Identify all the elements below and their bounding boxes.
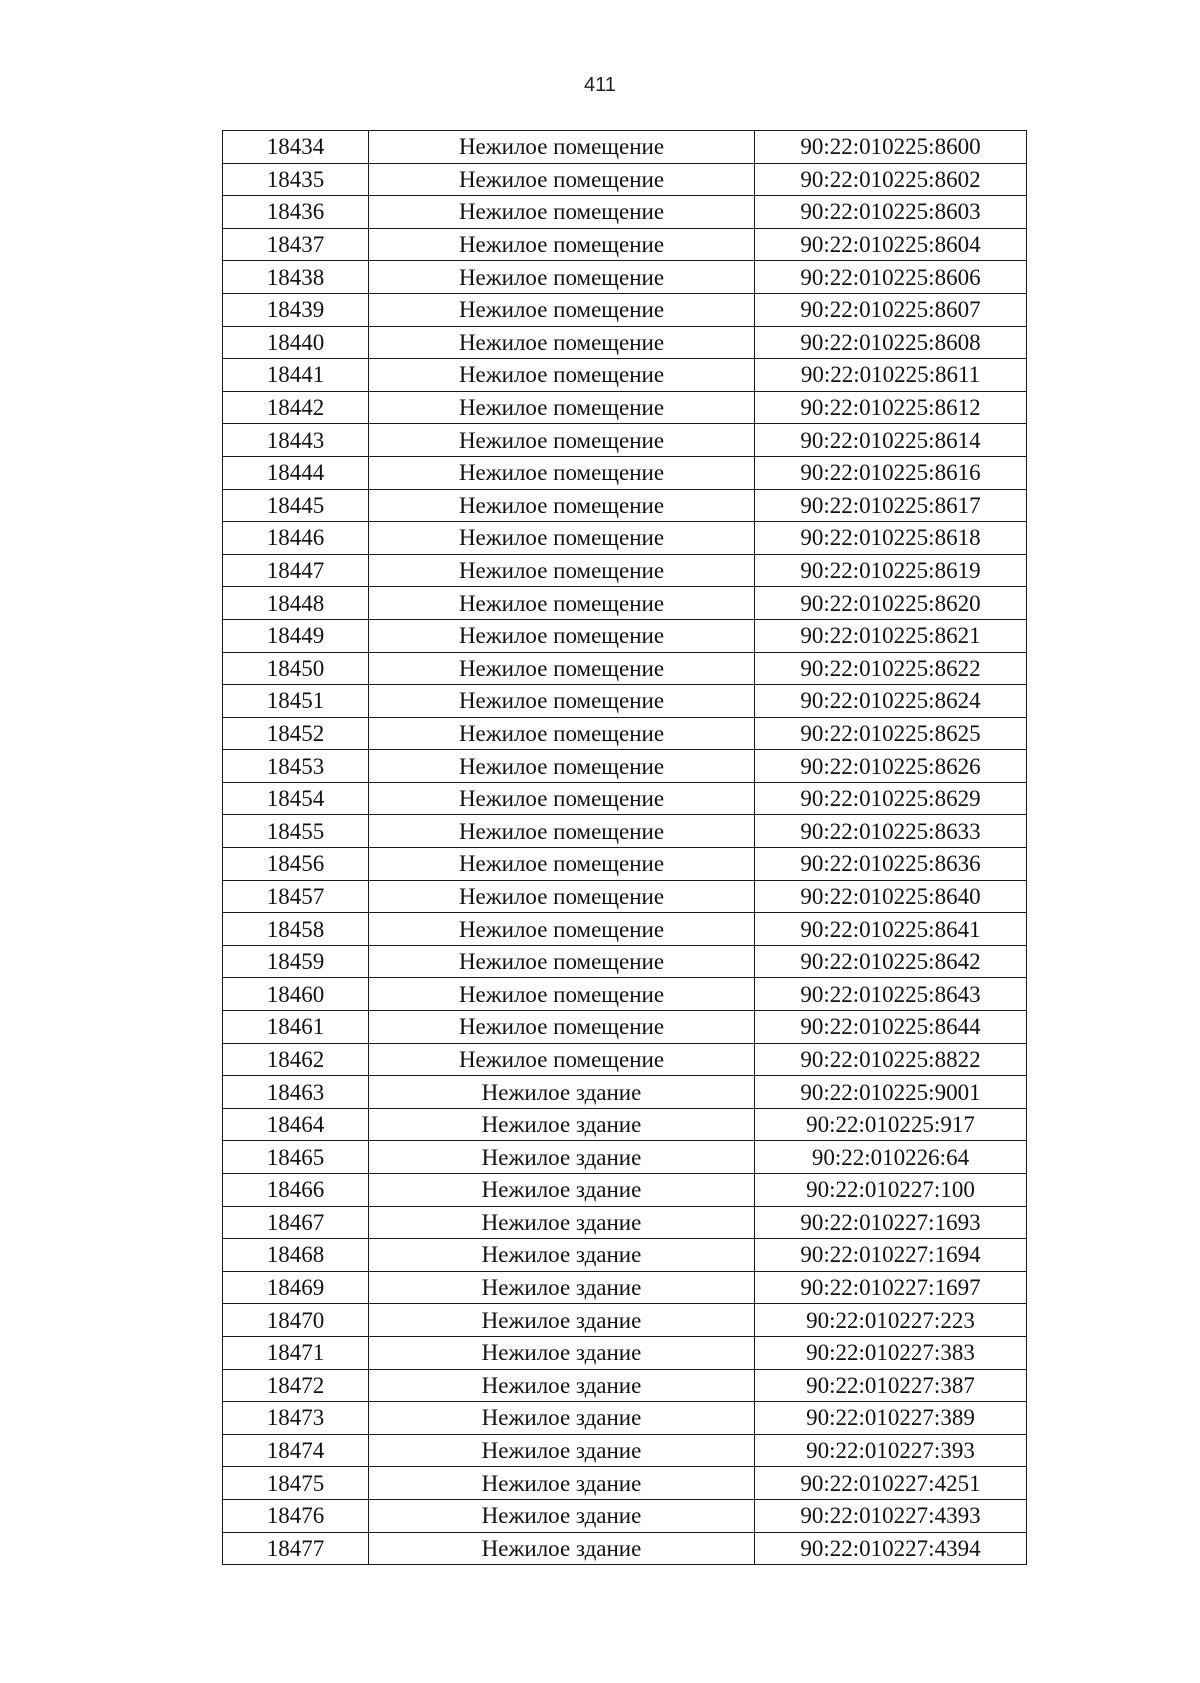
object-type-cell: Нежилое помещение [369,489,755,522]
table-row [223,261,1027,294]
object-type-cell: Нежилое помещение [369,1011,755,1044]
cadastral-number-cell: 90:22:010225:8641 [755,913,1027,946]
object-type-cell: Нежилое помещение [369,652,755,685]
cadastral-number-cell: 90:22:010225:8608 [755,326,1027,359]
object-type-cell: Нежилое здание [369,1304,755,1337]
object-type-cell: Нежилое помещение [369,815,755,848]
cadastral-number-cell: 90:22:010227:223 [755,1304,1027,1337]
cadastral-number-cell: 90:22:010227:4394 [755,1532,1027,1565]
row-number-cell: 18461 [223,1011,369,1044]
row-number-cell: 18459 [223,945,369,978]
cadastral-number-cell: 90:22:010225:8626 [755,750,1027,783]
object-type-cell: Нежилое помещение [369,554,755,587]
object-type-cell: Нежилое помещение [369,978,755,1011]
table-row [223,456,1027,489]
table-row [223,750,1027,783]
table-row [223,391,1027,424]
cadastral-number-cell: 90:22:010225:8636 [755,848,1027,881]
table-row [223,1043,1027,1076]
row-number-cell: 18452 [223,717,369,750]
cadastral-number-cell: 90:22:010225:8602 [755,163,1027,196]
cadastral-number-cell: 90:22:010225:8822 [755,1043,1027,1076]
cadastral-number-cell: 90:22:010227:383 [755,1336,1027,1369]
table-row [223,815,1027,848]
row-number-cell: 18445 [223,489,369,522]
cadastral-number-cell: 90:22:010227:1697 [755,1271,1027,1304]
cadastral-number-cell: 90:22:010225:8617 [755,489,1027,522]
cadastral-number-cell: 90:22:010225:8643 [755,978,1027,1011]
page-number: 411 [584,74,616,96]
table-row [223,359,1027,392]
table-row [223,717,1027,750]
table-row [223,1499,1027,1532]
object-type-cell: Нежилое помещение [369,913,755,946]
row-number-cell: 18437 [223,228,369,261]
cadastral-number-cell: 90:22:010225:8618 [755,522,1027,555]
object-type-cell: Нежилое помещение [369,196,755,229]
table-row [223,1011,1027,1044]
table-row [223,1532,1027,1565]
table-row [223,1141,1027,1174]
cadastral-number-cell: 90:22:010225:8629 [755,782,1027,815]
object-type-cell: Нежилое помещение [369,131,755,164]
object-type-cell: Нежилое помещение [369,456,755,489]
table-row [223,228,1027,261]
cadastral-number-cell: 90:22:010225:917 [755,1108,1027,1141]
table-row [223,131,1027,164]
row-number-cell: 18449 [223,619,369,652]
row-number-cell: 18466 [223,1174,369,1207]
cadastral-number-cell: 90:22:010227:389 [755,1402,1027,1435]
row-number-cell: 18469 [223,1271,369,1304]
object-type-cell: Нежилое помещение [369,945,755,978]
table-row [223,685,1027,718]
object-type-cell: Нежилое помещение [369,359,755,392]
object-type-cell: Нежилое помещение [369,880,755,913]
object-type-cell: Нежилое здание [369,1108,755,1141]
object-type-cell: Нежилое здание [369,1499,755,1532]
table-row [223,293,1027,326]
table-body [223,131,1027,1565]
cadastral-number-cell: 90:22:010225:8606 [755,261,1027,294]
cadastral-number-cell: 90:22:010225:8603 [755,196,1027,229]
table-row [223,1336,1027,1369]
row-number-cell: 18460 [223,978,369,1011]
table-row [223,945,1027,978]
row-number-cell: 18443 [223,424,369,457]
cadastral-number-cell: 90:22:010225:8621 [755,619,1027,652]
cadastral-number-cell: 90:22:010225:8616 [755,456,1027,489]
object-type-cell: Нежилое помещение [369,293,755,326]
cadastral-number-cell: 90:22:010225:8607 [755,293,1027,326]
object-type-cell: Нежилое помещение [369,685,755,718]
row-number-cell: 18471 [223,1336,369,1369]
object-type-cell: Нежилое здание [369,1239,755,1272]
cadastral-number-cell: 90:22:010225:8614 [755,424,1027,457]
object-type-cell: Нежилое здание [369,1434,755,1467]
table-row [223,489,1027,522]
cadastral-number-cell: 90:22:010225:8633 [755,815,1027,848]
row-number-cell: 18458 [223,913,369,946]
row-number-cell: 18472 [223,1369,369,1402]
object-type-cell: Нежилое здание [369,1402,755,1435]
object-type-cell: Нежилое помещение [369,587,755,620]
cadastral-number-cell: 90:22:010227:387 [755,1369,1027,1402]
cadastral-number-cell: 90:22:010225:8642 [755,945,1027,978]
row-number-cell: 18444 [223,456,369,489]
table-row [223,1434,1027,1467]
table-row [223,782,1027,815]
table-row [223,1467,1027,1500]
cadastral-number-cell: 90:22:010226:64 [755,1141,1027,1174]
row-number-cell: 18434 [223,131,369,164]
table-row [223,1108,1027,1141]
object-type-cell: Нежилое помещение [369,522,755,555]
table-row [223,619,1027,652]
table-row [223,163,1027,196]
object-type-cell: Нежилое здание [369,1206,755,1239]
table-row [223,522,1027,555]
row-number-cell: 18439 [223,293,369,326]
row-number-cell: 18451 [223,685,369,718]
table-row [223,1239,1027,1272]
object-type-cell: Нежилое здание [369,1369,755,1402]
object-type-cell: Нежилое помещение [369,228,755,261]
object-type-cell: Нежилое помещение [369,619,755,652]
row-number-cell: 18465 [223,1141,369,1174]
cadastral-number-cell: 90:22:010227:393 [755,1434,1027,1467]
cadastral-number-cell: 90:22:010227:1694 [755,1239,1027,1272]
cadastral-number-cell: 90:22:010225:8620 [755,587,1027,620]
row-number-cell: 18475 [223,1467,369,1500]
cadastral-number-cell: 90:22:010225:8624 [755,685,1027,718]
row-number-cell: 18456 [223,848,369,881]
table-row [223,1402,1027,1435]
row-number-cell: 18435 [223,163,369,196]
cadastral-number-cell: 90:22:010227:100 [755,1174,1027,1207]
row-number-cell: 18450 [223,652,369,685]
row-number-cell: 18474 [223,1434,369,1467]
object-type-cell: Нежилое здание [369,1076,755,1109]
object-type-cell: Нежилое помещение [369,326,755,359]
row-number-cell: 18476 [223,1499,369,1532]
row-number-cell: 18438 [223,261,369,294]
cadastral-number-cell: 90:22:010225:9001 [755,1076,1027,1109]
object-type-cell: Нежилое помещение [369,391,755,424]
cadastral-number-cell: 90:22:010227:1693 [755,1206,1027,1239]
object-type-cell: Нежилое помещение [369,750,755,783]
cadastral-number-cell: 90:22:010225:8644 [755,1011,1027,1044]
table-row [223,554,1027,587]
row-number-cell: 18467 [223,1206,369,1239]
row-number-cell: 18446 [223,522,369,555]
table-row [223,652,1027,685]
cadastral-number-cell: 90:22:010225:8625 [755,717,1027,750]
object-type-cell: Нежилое помещение [369,261,755,294]
object-type-cell: Нежилое помещение [369,717,755,750]
table-row [223,978,1027,1011]
row-number-cell: 18441 [223,359,369,392]
cadastral-number-cell: 90:22:010225:8611 [755,359,1027,392]
row-number-cell: 18454 [223,782,369,815]
row-number-cell: 18462 [223,1043,369,1076]
table-row [223,1076,1027,1109]
row-number-cell: 18447 [223,554,369,587]
object-type-cell: Нежилое помещение [369,782,755,815]
object-type-cell: Нежилое здание [369,1141,755,1174]
object-type-cell: Нежилое здание [369,1467,755,1500]
cadastral-number-cell: 90:22:010227:4393 [755,1499,1027,1532]
table-row [223,1206,1027,1239]
object-type-cell: Нежилое помещение [369,848,755,881]
cadastral-number-cell: 90:22:010225:8600 [755,131,1027,164]
table-row [223,587,1027,620]
row-number-cell: 18464 [223,1108,369,1141]
table-row [223,1304,1027,1337]
cadastral-number-cell: 90:22:010225:8612 [755,391,1027,424]
object-type-cell: Нежилое здание [369,1174,755,1207]
object-type-cell: Нежилое здание [369,1271,755,1304]
table-row [223,326,1027,359]
row-number-cell: 18470 [223,1304,369,1337]
object-type-cell: Нежилое помещение [369,1043,755,1076]
table-row [223,913,1027,946]
cadastral-number-cell: 90:22:010225:8619 [755,554,1027,587]
row-number-cell: 18448 [223,587,369,620]
row-number-cell: 18457 [223,880,369,913]
object-type-cell: Нежилое здание [369,1532,755,1565]
row-number-cell: 18436 [223,196,369,229]
table-row [223,848,1027,881]
cadastral-number-cell: 90:22:010225:8622 [755,652,1027,685]
table-row [223,1271,1027,1304]
table-row [223,424,1027,457]
object-type-cell: Нежилое здание [369,1336,755,1369]
row-number-cell: 18453 [223,750,369,783]
row-number-cell: 18463 [223,1076,369,1109]
cadastral-number-cell: 90:22:010225:8604 [755,228,1027,261]
table-row [223,1369,1027,1402]
row-number-cell: 18442 [223,391,369,424]
row-number-cell: 18473 [223,1402,369,1435]
row-number-cell: 18468 [223,1239,369,1272]
table-row [223,1174,1027,1207]
cadastral-number-cell: 90:22:010227:4251 [755,1467,1027,1500]
row-number-cell: 18440 [223,326,369,359]
table-row [223,196,1027,229]
object-type-cell: Нежилое помещение [369,424,755,457]
property-table [222,130,1027,1565]
cadastral-number-cell: 90:22:010225:8640 [755,880,1027,913]
row-number-cell: 18455 [223,815,369,848]
table-row [223,880,1027,913]
row-number-cell: 18477 [223,1532,369,1565]
object-type-cell: Нежилое помещение [369,163,755,196]
